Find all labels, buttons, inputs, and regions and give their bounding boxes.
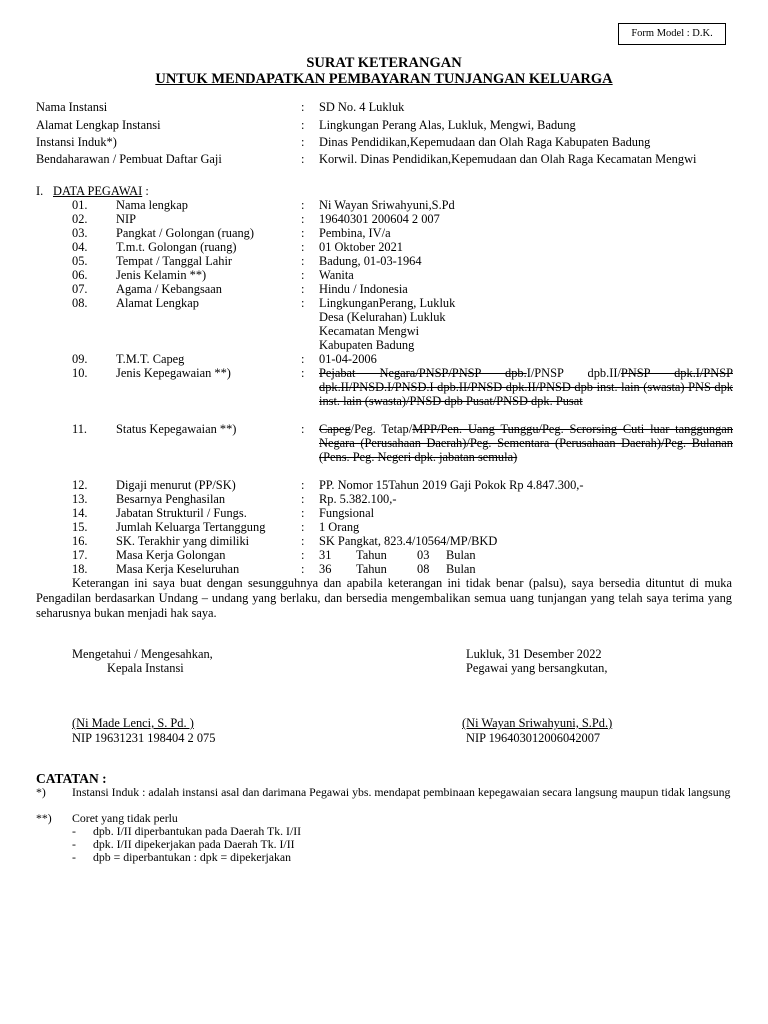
row-number: 04. <box>72 240 88 254</box>
masa-kerja-golongan-years: 31 <box>319 548 332 562</box>
tahun-label: Tahun <box>356 548 387 562</box>
row-number: 12. <box>72 478 88 492</box>
jenis-kelamin-value: Wanita <box>319 268 354 282</box>
row-number: 11. <box>72 422 88 436</box>
masa-kerja-golongan-label: Masa Kerja Golongan <box>116 548 226 562</box>
alamat-line-1: LingkunganPerang, Lukluk <box>319 296 456 310</box>
note-marker: **) <box>36 811 52 825</box>
note-definition: dpb = diperbantukan : dpk = dipekerjakan <box>93 850 292 864</box>
colon: : <box>301 282 305 296</box>
colon: : <box>301 506 305 520</box>
kepala-name: (Ni Made Lenci, S. Pd. ) <box>72 716 194 730</box>
bulan-label: Bulan <box>446 548 476 562</box>
bendahara-value: Korwil. Dinas Pendidikan,Kepemudaan dan Olah Raga Kecamatan Mengwi <box>319 152 697 166</box>
status-kepegawaian-label: Status Kepegawaian **) <box>116 422 237 436</box>
nama-instansi-label: Nama Instansi <box>36 100 108 114</box>
row-number: 06. <box>72 268 88 282</box>
struck-options: PNSP dpk.I/PNSP dpk.II/PNSD.I/PNSD.I dpb.II/PNSD dpk.II/PNSD dpb inst. lain (swasta) PNS dpk inst. lain (swasta)/PNSD dpb Pusat/PNSD dpk. Pusat <box>319 366 733 408</box>
section-colon: : <box>142 184 149 198</box>
masa-kerja-golongan-months: 03 <box>417 548 430 562</box>
colon: : <box>301 548 305 562</box>
colon: : <box>301 254 305 268</box>
bendahara-label: Bendaharawan / Pembuat Daftar Gaji <box>36 152 222 166</box>
note-marker: *) <box>36 785 46 799</box>
dash-bullet: - <box>72 824 76 838</box>
colon: : <box>301 296 305 310</box>
row-number: 10. <box>72 366 88 380</box>
pegawai-nip: NIP 196403012006042007 <box>466 731 601 745</box>
mengetahui-text: Mengetahui / Mengesahkan, <box>72 647 213 661</box>
keluarga-label: Jumlah Keluarga Tertanggung <box>116 520 266 534</box>
alamat-line-3: Kecamatan Mengwi <box>319 324 420 338</box>
row-number: 05. <box>72 254 88 268</box>
row-number: 17. <box>72 548 88 562</box>
alamat-lengkap-label: Alamat Lengkap <box>116 296 199 310</box>
nama-instansi-value: SD No. 4 Lukluk <box>319 100 405 114</box>
struck-option: Pejabat Negara/PNSP/PNSP dpb. <box>319 366 527 380</box>
agama-value: Hindu / Indonesia <box>319 282 408 296</box>
document-title: SURAT KETERANGAN <box>306 55 462 71</box>
colon: : <box>301 478 305 492</box>
ttl-label: Tempat / Tanggal Lahir <box>116 254 233 268</box>
nip-label: NIP <box>116 212 136 226</box>
colon: : <box>301 520 305 534</box>
place-date: Lukluk, 31 Desember 2022 <box>466 647 602 661</box>
digaji-label: Digaji menurut (PP/SK) <box>116 478 236 492</box>
penghasilan-value: Rp. 5.382.100,- <box>319 492 397 506</box>
jabatan-label: Jabatan Strukturil / Fungs. <box>116 506 247 520</box>
row-number: 02. <box>72 212 88 226</box>
kepala-nip: NIP 19631231 198404 2 075 <box>72 731 216 745</box>
row-number: 14. <box>72 506 88 520</box>
tmt-capeg-value: 01-04-2006 <box>319 352 377 366</box>
row-number: 01. <box>72 198 88 212</box>
masa-kerja-keseluruhan-years: 36 <box>319 562 332 576</box>
colon: : <box>301 422 305 436</box>
pegawai-text: Pegawai yang bersangkutan, <box>466 661 608 675</box>
kepala-instansi-text: Kepala Instansi <box>107 661 184 675</box>
tmt-capeg-label: T.M.T. Capeg <box>116 352 185 366</box>
row-number: 18. <box>72 562 88 576</box>
colon: : <box>301 352 305 366</box>
row-number: 09. <box>72 352 88 366</box>
instansi-induk-label: Instansi Induk*) <box>36 135 117 149</box>
row-number: 08. <box>72 296 88 310</box>
colon: : <box>301 562 305 576</box>
row-number: 15. <box>72 520 88 534</box>
bulan-label: Bulan <box>446 562 476 576</box>
pangkat-value: Pembina, IV/a <box>319 226 391 240</box>
colon: : <box>301 212 305 226</box>
tahun-label: Tahun <box>356 562 387 576</box>
colon: : <box>301 226 305 240</box>
struck-option: Capeg <box>319 422 351 436</box>
catatan-heading: CATATAN : <box>36 771 107 786</box>
document-subtitle: UNTUK MENDAPATKAN PEMBAYARAN TUNJANGAN KELUARGA <box>155 71 613 87</box>
jenis-kepegawaian-value <box>319 366 733 408</box>
section-title: DATA PEGAWAI <box>53 184 143 198</box>
digaji-value: PP. Nomor 15Tahun 2019 Gaji Pokok Rp 4.847.300,- <box>319 478 584 492</box>
struck-options: MPP/Pen. Uang Tunggu/Peg. Scrorsing Cuti luar tanggungan Negara (Perusahaan Daerah)/Peg. Sementara (Perusahaan Daerah)/Peg. Bulanan (Pens. Peg. Negeri dpk. jabatan semula) <box>319 422 733 464</box>
alamat-instansi-value: Lingkungan Perang Alas, Lukluk, Mengwi, Badung <box>319 118 576 132</box>
colon: : <box>301 135 305 149</box>
statement-paragraph: Keterangan ini saya buat dengan sesungguhnya dan apabila keterangan ini tidak benar (palsu), saya bersedia dituntut di muka Pengadilan berdasarkan Undang – undang yang berlaku, dan bersedia mengembalikan semua uang tunjangan yang telah saya terima yang seharusnya bukan menjadi hak saya. <box>36 576 732 620</box>
alamat-line-4: Kabupaten Badung <box>319 338 415 352</box>
dash-bullet: - <box>72 837 76 851</box>
dash-bullet: - <box>72 850 76 864</box>
colon: : <box>301 268 305 282</box>
note-dpb: dpb. I/II diperbantukan pada Daerah Tk. I/II <box>93 824 302 838</box>
note-coret: Coret yang tidak perlu <box>72 811 178 825</box>
row-number: 03. <box>72 226 88 240</box>
colon: : <box>301 152 305 166</box>
section-number: I. <box>36 184 44 198</box>
colon: : <box>301 118 305 132</box>
sk-terakhir-value: SK Pangkat, 823.4/10564/MP/BKD <box>319 534 498 548</box>
keluarga-value: 1 Orang <box>319 520 360 534</box>
colon: : <box>301 100 305 114</box>
selected-option: /Peg. Tetap/ <box>350 422 413 436</box>
status-kepegawaian-value <box>319 422 733 464</box>
nip-value: 19640301 200604 2 007 <box>319 212 440 226</box>
note-dpk: dpk. I/II dipekerjakan pada Daerah Tk. I/II <box>93 837 295 851</box>
colon: : <box>301 198 305 212</box>
form-model-box: Form Model : D.K. <box>618 23 726 45</box>
agama-label: Agama / Kebangsaan <box>116 282 222 296</box>
nama-lengkap-label: Nama lengkap <box>116 198 188 212</box>
masa-kerja-keseluruhan-label: Masa Kerja Keseluruhan <box>116 562 240 576</box>
penghasilan-label: Besarnya Penghasilan <box>116 492 226 506</box>
pangkat-label: Pangkat / Golongan (ruang) <box>116 226 254 240</box>
ttl-value: Badung, 01-03-1964 <box>319 254 422 268</box>
nama-lengkap-value: Ni Wayan Sriwahyuni,S.Pd <box>319 198 455 212</box>
note-instansi-induk: Instansi Induk : adalah instansi asal dan darimana Pegawai ybs. mendapat pembinaan kepegawaian secara langsung maupun tidak langsung <box>72 785 731 799</box>
row-number: 16. <box>72 534 88 548</box>
sk-terakhir-label: SK. Terakhir yang dimiliki <box>116 534 250 548</box>
colon: : <box>301 366 305 380</box>
alamat-instansi-label: Alamat Lengkap Instansi <box>36 118 161 132</box>
row-number: 13. <box>72 492 88 506</box>
selected-option: I/PNSP dpb.II/ <box>526 366 621 380</box>
masa-kerja-keseluruhan-months: 08 <box>417 562 430 576</box>
alamat-line-2: Desa (Kelurahan) Lukluk <box>319 310 446 324</box>
instansi-induk-value: Dinas Pendidikan,Kepemudaan dan Olah Raga Kabupaten Badung <box>319 135 651 149</box>
jabatan-value: Fungsional <box>319 506 375 520</box>
colon: : <box>301 240 305 254</box>
jenis-kepegawaian-label: Jenis Kepegawaian **) <box>116 366 231 380</box>
tmt-golongan-label: T.m.t. Golongan (ruang) <box>116 240 237 254</box>
tmt-golongan-value: 01 Oktober 2021 <box>319 240 403 254</box>
section-heading <box>53 184 149 198</box>
row-number: 07. <box>72 282 88 296</box>
jenis-kelamin-label: Jenis Kelamin **) <box>116 268 207 282</box>
pegawai-name: (Ni Wayan Sriwahyuni, S.Pd.) <box>462 716 613 730</box>
colon: : <box>301 492 305 506</box>
colon: : <box>301 534 305 548</box>
